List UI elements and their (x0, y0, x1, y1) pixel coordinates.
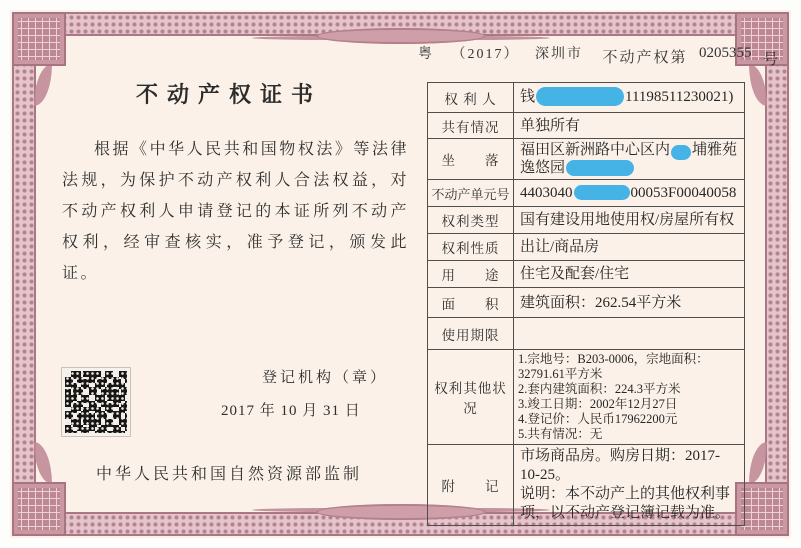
other-status-label: 权利其他状况 (428, 350, 514, 445)
location-value (514, 139, 745, 180)
serial-year: （2017） (451, 47, 520, 62)
other-status-value (514, 350, 745, 445)
remarks-line: 市场商品房。购房日期：2017-10-25。 (520, 448, 720, 483)
table-row-area (428, 288, 745, 318)
owner-id-text: 11198511230021) (625, 88, 734, 105)
table-row-co-ownership (428, 113, 745, 139)
right-type-label: 权利类型 (428, 207, 514, 234)
certificate-title: 不动产权证书 (135, 82, 322, 107)
registry-authority-label: 登记机构（章） (262, 370, 389, 386)
unit-number-value (514, 180, 745, 207)
table-row-use-term (428, 318, 745, 350)
owner-text: 钱 (520, 88, 536, 105)
legal-statement: 根据《中华人民共和国物权法》等法律法规，为保护不动产权利人合法权益，对不动产权利人申请登记的本证所列不动产权利，经审查核实，准予登记，颁发此证。 (62, 141, 409, 282)
use-term-value (514, 318, 745, 350)
table-row-other-status (428, 350, 745, 445)
usage-label: 用 途 (428, 261, 514, 288)
remarks-label: 附 记 (428, 445, 514, 526)
other-status-line: 1.宗地号：B203-0006，宗地面积：32791.61平方米 (518, 352, 709, 381)
table-row-usage (428, 261, 745, 288)
serial-city: 深圳市 (535, 47, 583, 62)
use-term-label: 使用期限 (428, 318, 514, 350)
table-row-remarks (428, 445, 745, 526)
issue-date: 2017 年 10 月 31 日 (221, 403, 361, 419)
2d-barcode (62, 368, 130, 436)
province-code: 粤 (418, 47, 432, 62)
co-ownership-label: 共有情况 (428, 113, 514, 139)
location-label: 坐 落 (428, 139, 514, 180)
table-row-right-type (428, 207, 745, 234)
table-row-unit-number (428, 180, 745, 207)
other-status-line: 5.共有情况：无 (518, 427, 603, 441)
table-row-owner (428, 83, 745, 113)
usage-value: 住宅及配套/住宅 (514, 261, 745, 288)
unit-number-label: 不动产单元号 (428, 180, 514, 207)
other-status-line: 3.竣工日期：2002年12月27日 (518, 397, 678, 411)
unit-number-text-1: 4403040 (520, 185, 573, 201)
redaction-blob (671, 145, 691, 160)
table-row-right-nature (428, 234, 745, 261)
area-value: 建筑面积：262.54平方米 (514, 288, 745, 318)
location-text-1: 福田区新洲路中心区内 (520, 142, 671, 158)
issuing-ministry-imprint: 中华人民共和国自然资源部监制 (95, 466, 362, 483)
serial-doc-number: 0205355 (699, 45, 752, 61)
other-status-line: 4.登记价：人民币17962200元 (518, 412, 678, 426)
border-band-right (765, 12, 789, 536)
serial-number-suffix: 号 (763, 52, 779, 68)
right-nature-value: 出让/商品房 (514, 234, 745, 261)
border-band-left (12, 12, 36, 536)
right-type-value: 国有建设用地使用权/房屋所有权 (514, 207, 745, 234)
redaction-blob (566, 160, 634, 176)
owner-label: 权 利 人 (428, 83, 514, 113)
remarks-line: 说明：本不动产上的其他权利事项，以不动产登记簿记载为准。 (520, 486, 731, 521)
unit-number-text-2: 00053F00040058 (630, 185, 737, 201)
serial-doc-label: 不动产权第 (602, 50, 688, 66)
border-corner-ornament (12, 12, 66, 66)
right-nature-label: 权利性质 (428, 234, 514, 261)
remarks-value (514, 445, 745, 526)
certificate-serial-line (418, 42, 779, 68)
owner-value (514, 83, 745, 113)
area-label: 面 积 (428, 288, 514, 318)
other-status-line: 2.套内建筑面积：224.3平方米 (518, 382, 681, 396)
border-corner-ornament (12, 482, 66, 536)
location-text-2: 埔雅苑逸悠园 (520, 142, 738, 176)
property-detail-table (427, 82, 745, 526)
table-row-location (428, 139, 745, 180)
redaction-blob (574, 185, 630, 200)
redaction-blob (536, 87, 624, 106)
co-ownership-value: 单独所有 (514, 113, 745, 139)
